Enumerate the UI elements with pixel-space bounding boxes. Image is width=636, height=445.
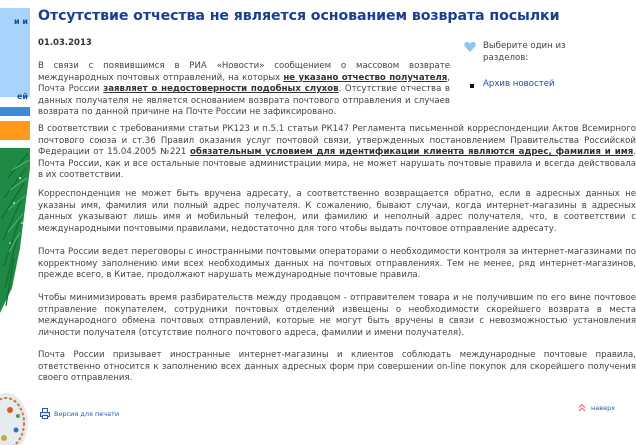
paragraph-emphasis: заявляет о недостоверности подобных слухов	[103, 84, 339, 94]
back-to-top-label[interactable]: наверх	[591, 403, 616, 412]
sidebar-menu-panel	[0, 8, 30, 101]
sidebar-blue-bar[interactable]	[0, 107, 30, 116]
paragraph-text: . Отсутствие отчества в данных получателя не является основанием возврата почтового отправления и случаев возврата по данной причине на Почте России не зафиксировано.	[38, 84, 450, 117]
article-title: Отсутствие отчества не является основанием возврата посылки	[38, 8, 560, 24]
heart-icon	[464, 42, 476, 52]
print-version-label[interactable]: Версия для печати	[54, 409, 120, 418]
square-bullet-icon	[470, 84, 474, 88]
paragraph-text: , Почта России	[38, 72, 450, 94]
paragraph-text: Почта России призывает иностранные интернет-магазины и клиентов соблюдать международные почтовые правила, ответственно относится к заполнению всех данных адресных форм при совершении on-line покупок для скорейшего получения своего отправления.	[38, 350, 636, 383]
sidebar-orange-bar[interactable]	[0, 121, 30, 140]
choose-section-label: Выберите один из разделов:	[483, 41, 566, 63]
paragraph-text: . Почта России, как и все остальные почтовые администрации мира, не может нарушать почтовые правила и всегда действовала в их соответствии.	[38, 147, 636, 180]
sidebar-menu-item-fragment[interactable]: и и	[14, 17, 28, 26]
paragraph-emphasis: обязательным условием для идентификации клиента являются адрес, фамилия и имя	[190, 147, 634, 157]
paragraph-text: В соответствии с требованиями статьи РК123 и п.5.1 статьи РК147 Регламента письменной корреспонденции Актов Всемирного почтового союза и ст.36 Правил оказания услуг почтовой связи, утвержденных постановлением Правительства Российской Федерации от 15.04.2005 №221	[38, 124, 636, 157]
double-chevron-up-icon	[578, 403, 586, 412]
article-date: 01.03.2013	[38, 38, 92, 48]
news-archive-link[interactable]: Архив новостей	[483, 79, 555, 89]
paragraph-text: В связи с появившимся в РИА «Новости» сообщением о массовом возврате международных почтовых отправлений, на которых	[38, 61, 450, 83]
paragraph-text: Корреспонденция не может быть вручена адресату, а соответственно возвращается обратно, если в адресных данных не указаны имя, фамилия или полный адрес получателя. К сожалению, бывают случаи, когда интернет-магазины в адресных данных указывают лишь имя и мобильный телефон, или фамилию и неполный адрес получателя, что, в соответствии с международными почтовыми правилами, недостаточно для того чтобы выдать почтовое отправление адресату.	[38, 189, 636, 234]
left-sidebar	[0, 0, 30, 445]
fir-branch-image	[0, 148, 30, 445]
article-paragraph	[38, 247, 636, 282]
article-paragraph	[38, 189, 636, 235]
print-version-link[interactable]	[40, 408, 119, 419]
article-paragraph	[38, 350, 636, 385]
sidebar-menu-item-fragment[interactable]: ей	[16, 92, 28, 101]
printer-icon	[40, 408, 50, 419]
paragraph-emphasis: не указано отчество получателя	[283, 72, 448, 83]
paragraph-text: Почта России ведет переговоры с иностранными почтовыми операторами о необходимости контроля за интернет-магазинами по корректному заполнению ими всех необходимых данных на почтовых отправлениях. Тем не менее, ряд интернет-магазинов, прежде всего, в Китае, продолжают нарушать международные почтовые правила.	[38, 247, 636, 280]
article-paragraph	[38, 61, 450, 119]
paragraph-text: Чтобы минимизировать время разбирательств между продавцом - отправителем товара и не получившим по его вине почтовое отправление покупателем, сотрудники почтовых отделений извещены о необходимости скорейшего возврата в места международного обмена почтовых отправлений, которые не могут быть вручены в связи с невозможностью установления личности получателя (отсутствие полного почтового адреса, фамилии и имени получателя).	[38, 293, 636, 338]
article-paragraph	[38, 293, 636, 339]
back-to-top-link[interactable]	[578, 403, 615, 412]
article-paragraph	[38, 124, 636, 182]
